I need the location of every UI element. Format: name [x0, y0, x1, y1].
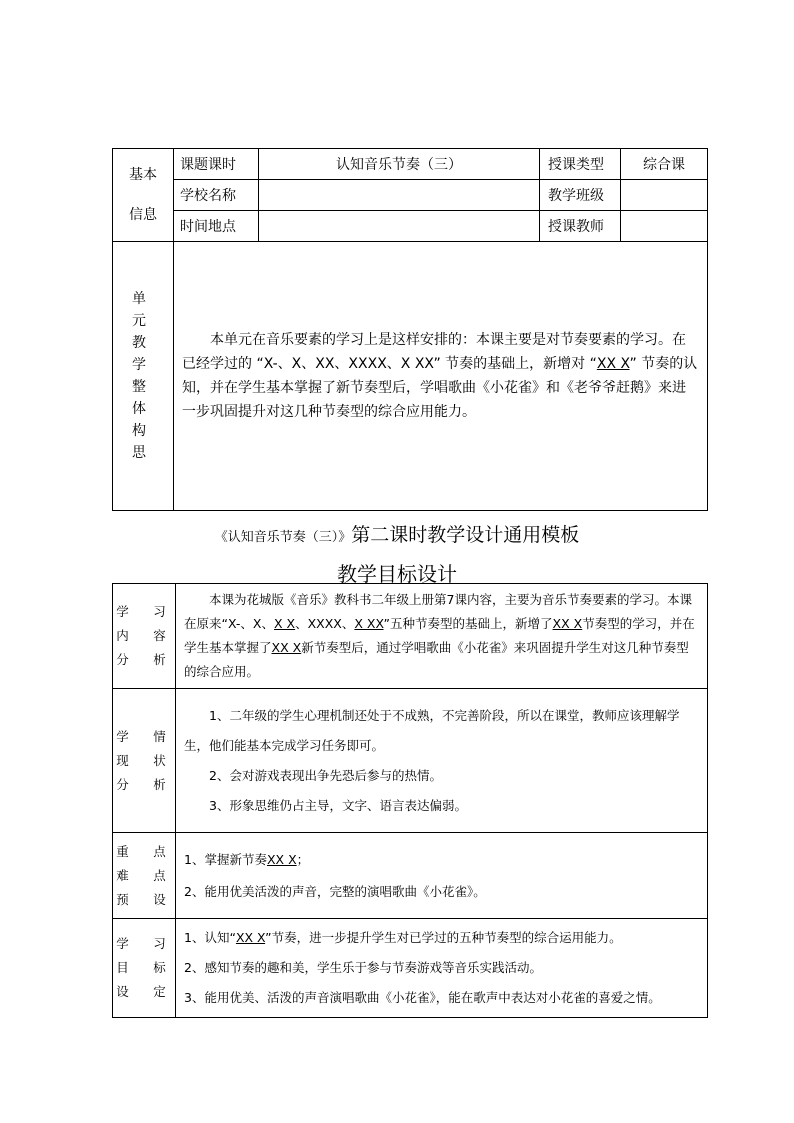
goals-text	[176, 919, 708, 1018]
side-label-line: 难 点	[116, 867, 172, 883]
content-analysis-text	[176, 584, 708, 689]
goal-item: 2、感知节奏的趣和美，学生乐于参与节奏游戏等音乐实践活动。	[184, 960, 542, 975]
text-run: ”五种节奏型的基础上，新增了	[383, 616, 553, 631]
side-label-line: 内 容	[116, 628, 172, 643]
unit-concept-label	[113, 242, 174, 511]
rhythm-underlined: XX X	[552, 616, 583, 631]
text-run: ”节奏，进一步提升学生对已学过的五种节奏型的综合运用能力。	[265, 930, 622, 945]
student-analysis-text	[176, 689, 708, 833]
side-label-line: 分 析	[116, 652, 172, 667]
lesson-type-label: 授课类型	[540, 149, 621, 180]
school-name-label: 学校名称	[174, 180, 259, 211]
basic-info-label	[113, 149, 174, 242]
side-label-line: 现 状	[116, 752, 172, 768]
rhythm-underlined: X XX	[354, 616, 384, 631]
lesson-type-value: 综合课	[621, 149, 708, 180]
goals-label	[113, 919, 176, 1018]
text-run: 节奏型的学习，并在学生基本掌握了	[184, 616, 695, 655]
text-run: ；	[296, 851, 310, 867]
rhythm-underlined: XX X	[271, 640, 302, 655]
side-label-line: 目 标	[116, 960, 172, 975]
teacher-label: 授课教师	[540, 211, 621, 242]
side-label-line: 学 习	[116, 604, 172, 619]
unit-concept-label-line: 单 元	[132, 291, 176, 329]
time-place-label: 时间地点	[174, 211, 259, 242]
lesson-title-label: 课题课时	[174, 149, 259, 180]
unit-concept-text	[174, 242, 708, 511]
design-title	[0, 520, 794, 547]
basic-info-label-line2: 信息	[129, 207, 157, 223]
key-point-item	[184, 848, 699, 872]
rhythm-underlined: X X	[274, 616, 296, 631]
student-analysis-item: 2、会对游戏表现出争先恐后参与的热情。	[209, 767, 442, 783]
text-run: 1、掌握新节奏	[184, 851, 267, 867]
goal-item: 3、能用优美、活泼的声音演唱歌曲《小花雀》，能在歌声中表达对小花雀的喜爱之情。	[184, 990, 661, 1005]
side-label-line: 学 情	[116, 728, 172, 744]
student-analysis-item: 3、形象思维仍占主导，文字、语言表达偏弱。	[209, 797, 467, 813]
text-run: 1、认知“	[184, 930, 236, 945]
school-name-value	[259, 180, 540, 211]
student-analysis-item: 1、二年级的学生心理机制还处于不成熟，不完善阶段，所以在课堂，教师应该理解学生，他们能基本完成学习任务即可。	[184, 707, 680, 753]
unit-concept-label-line: 整 体	[132, 379, 176, 417]
side-label-line: 设 定	[116, 984, 172, 999]
side-label-line: 预 设	[116, 891, 172, 907]
text-run: 新节奏型后，通过学唱歌曲《小花雀》来巩固提升学生对这几种节奏型的综合应用。	[184, 640, 689, 679]
side-label-line: 学 习	[116, 936, 172, 951]
class-label: 教学班级	[540, 180, 621, 211]
unit-concept-label-line: 构 思	[132, 423, 176, 461]
text-run: 本课为花城版《音乐》教科书二年级上册第7课内容，主要为音乐节奏要素的学习。本课在原来“X-、X、	[184, 592, 692, 631]
key-points-label	[113, 833, 176, 919]
goal-design-table	[112, 583, 708, 1018]
unit-concept-text-a: 本单元在音乐要素的学习上是这样安排的：本课主要是对节奏要素的学习。在已经学过的 “X-、X、XX、XXXX、X XX” 节奏的基础上，新增对 “	[182, 332, 686, 372]
lesson-title-value: 认知音乐节奏（三）	[259, 149, 540, 180]
basic-info-table	[112, 148, 708, 511]
side-label-line: 分 析	[116, 776, 172, 792]
student-analysis-label	[113, 689, 176, 833]
basic-info-label-line1: 基本	[129, 167, 157, 183]
goal-item	[184, 923, 699, 953]
rhythm-underlined: XX X	[235, 930, 266, 945]
text-run: 、XXXX、	[295, 616, 355, 631]
class-value	[621, 180, 708, 211]
rhythm-underlined: XX X	[596, 356, 630, 372]
design-title-big: 第二课时教学设计通用模板	[351, 524, 580, 546]
key-points-text	[176, 833, 708, 919]
unit-concept-text-b: ” 节奏的认知，并在学生基本掌握了新节奏型后，学唱歌曲《小花雀》和《老爷爷赶鹅》来进一步巩固提升对这几种节奏型的综合应用能力。	[182, 356, 698, 420]
time-place-value	[259, 211, 540, 242]
content-analysis-label	[113, 584, 176, 689]
goal-design-heading: 教学目标设计	[337, 562, 457, 586]
key-point-item: 2、能用优美活泼的声音，完整的演唱歌曲《小花雀》。	[184, 883, 486, 899]
teacher-value	[621, 211, 708, 242]
unit-concept-label-line: 教 学	[132, 335, 176, 373]
rhythm-underlined: XX X	[266, 851, 297, 867]
design-title-small: 《认知音乐节奏（三）》	[214, 530, 352, 545]
side-label-line: 重 点	[116, 843, 172, 859]
